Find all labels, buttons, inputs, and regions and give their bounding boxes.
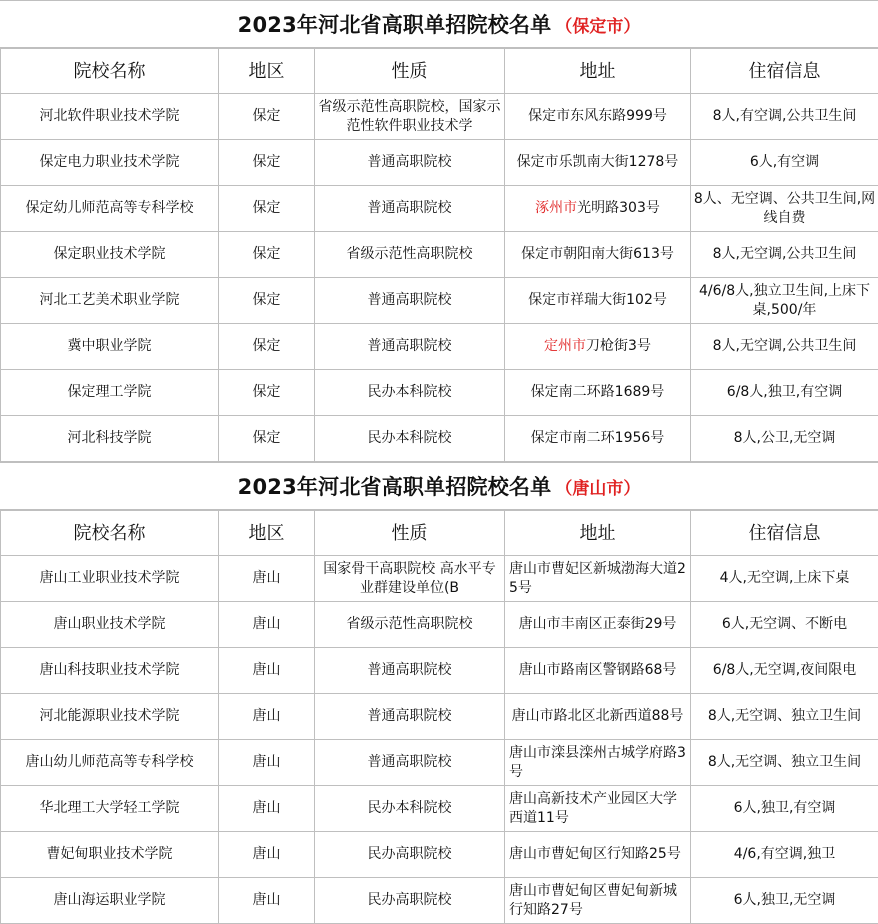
address-cell [505, 832, 691, 878]
school-name-cell: 保定职业技术学院 [1, 232, 219, 278]
school-name-cell: 唐山幼儿师范高等专科学校 [1, 740, 219, 786]
nature-cell: 民办本科院校 [315, 786, 505, 832]
school-name-cell: 保定幼儿师范高等专科学校 [1, 186, 219, 232]
address-text: 保定市乐凯南大街1278号 [517, 154, 679, 170]
address-cell [505, 324, 691, 370]
school-name-cell: 河北能源职业技术学院 [1, 694, 219, 740]
address-text: 刀枪街3号 [586, 338, 651, 354]
region-cell: 保定 [219, 278, 315, 324]
nature-cell: 省级示范性高职院校，国家示范性软件职业技术学 [315, 94, 505, 140]
nature-cell: 省级示范性高职院校 [315, 602, 505, 648]
table-row [1, 140, 878, 186]
school-name-cell: 曹妃甸职业技术学院 [1, 832, 219, 878]
address-cell [505, 186, 691, 232]
address-cell [505, 94, 691, 140]
table-row [1, 416, 878, 462]
table-header-row [1, 49, 878, 94]
nature-cell: 民办高职院校 [315, 878, 505, 924]
nature-cell: 民办本科院校 [315, 370, 505, 416]
school-name-cell: 唐山海运职业学院 [1, 878, 219, 924]
nature-cell: 民办高职院校 [315, 832, 505, 878]
address-cell [505, 648, 691, 694]
nature-cell: 普通高职院校 [315, 694, 505, 740]
section-title-0 [0, 0, 878, 48]
school-name-cell: 唐山职业技术学院 [1, 602, 219, 648]
address-text: 唐山市滦县滦州古城学府路3号 [509, 745, 686, 780]
address-cell [505, 556, 691, 602]
table-row [1, 832, 878, 878]
address-city-highlight: 定州市 [544, 338, 586, 354]
address-cell [505, 694, 691, 740]
address-text: 保定南二环路1689号 [531, 384, 665, 400]
region-cell: 保定 [219, 370, 315, 416]
lodging-cell: 8人,有空调,公共卫生间 [691, 94, 878, 140]
nature-cell: 普通高职院校 [315, 324, 505, 370]
section-title-1 [0, 462, 878, 510]
address-text: 光明路303号 [577, 200, 660, 216]
address-cell [505, 786, 691, 832]
table-row [1, 694, 878, 740]
lodging-cell: 6/8人,独卫,有空调 [691, 370, 878, 416]
address-cell [505, 602, 691, 648]
region-cell: 唐山 [219, 694, 315, 740]
section-city-label: （保定市） [555, 12, 640, 37]
region-cell: 保定 [219, 140, 315, 186]
address-text: 唐山市路南区警钢路68号 [519, 662, 677, 678]
column-header: 地址 [505, 511, 691, 556]
region-cell: 唐山 [219, 556, 315, 602]
region-cell: 唐山 [219, 878, 315, 924]
region-cell: 保定 [219, 416, 315, 462]
address-text: 保定市东风东路999号 [528, 108, 667, 124]
column-header: 院校名称 [1, 49, 219, 94]
school-name-cell: 冀中职业学院 [1, 324, 219, 370]
table-row [1, 648, 878, 694]
lodging-cell: 6人,无空调、不断电 [691, 602, 878, 648]
school-name-cell: 唐山科技职业技术学院 [1, 648, 219, 694]
table-row [1, 556, 878, 602]
table-row [1, 232, 878, 278]
school-name-cell: 华北理工大学轻工学院 [1, 786, 219, 832]
lodging-cell: 8人、无空调、公共卫生间,网线自费 [691, 186, 878, 232]
address-cell [505, 416, 691, 462]
table-row [1, 786, 878, 832]
address-cell [505, 370, 691, 416]
lodging-cell: 8人,无空调,公共卫生间 [691, 232, 878, 278]
column-header: 地区 [219, 511, 315, 556]
column-header: 性质 [315, 511, 505, 556]
region-cell: 保定 [219, 94, 315, 140]
lodging-cell: 8人,公卫,无空调 [691, 416, 878, 462]
column-header: 地区 [219, 49, 315, 94]
address-text: 唐山高新技术产业园区大学西道11号 [509, 791, 677, 826]
column-header: 性质 [315, 49, 505, 94]
address-text: 唐山市路北区北新西道88号 [512, 708, 684, 724]
school-name-cell: 河北软件职业技术学院 [1, 94, 219, 140]
region-cell: 保定 [219, 186, 315, 232]
lodging-cell: 8人,无空调,公共卫生间 [691, 324, 878, 370]
school-name-cell: 河北科技学院 [1, 416, 219, 462]
table-row [1, 278, 878, 324]
region-cell: 唐山 [219, 832, 315, 878]
address-text: 保定市祥瑞大街102号 [528, 292, 667, 308]
table-row [1, 186, 878, 232]
column-header: 院校名称 [1, 511, 219, 556]
table-row [1, 94, 878, 140]
table-row [1, 740, 878, 786]
lodging-cell: 6人,独卫,无空调 [691, 878, 878, 924]
address-cell [505, 140, 691, 186]
lodging-cell: 8人,无空调、独立卫生间 [691, 694, 878, 740]
table-row [1, 370, 878, 416]
address-cell [505, 878, 691, 924]
address-cell [505, 232, 691, 278]
nature-cell: 普通高职院校 [315, 186, 505, 232]
column-header: 地址 [505, 49, 691, 94]
region-cell: 唐山 [219, 786, 315, 832]
nature-cell: 省级示范性高职院校 [315, 232, 505, 278]
section-city-label: （唐山市） [555, 474, 640, 499]
nature-cell: 普通高职院校 [315, 740, 505, 786]
section-title-text: 2023年河北省高职单招院校名单 [238, 9, 552, 39]
nature-cell: 民办本科院校 [315, 416, 505, 462]
table-row [1, 602, 878, 648]
column-header: 住宿信息 [691, 49, 878, 94]
address-text: 唐山市曹妃甸区行知路25号 [509, 846, 681, 862]
address-cell [505, 740, 691, 786]
lodging-cell: 6人,独卫,有空调 [691, 786, 878, 832]
lodging-cell: 4/6,有空调,独卫 [691, 832, 878, 878]
nature-cell: 普通高职院校 [315, 648, 505, 694]
lodging-cell: 4人,无空调,上床下桌 [691, 556, 878, 602]
lodging-cell: 8人,无空调、独立卫生间 [691, 740, 878, 786]
address-text: 唐山市曹妃甸区曹妃甸新城行知路27号 [509, 883, 677, 918]
school-name-cell: 河北工艺美术职业学院 [1, 278, 219, 324]
nature-cell: 普通高职院校 [315, 140, 505, 186]
address-text: 保定市朝阳南大街613号 [521, 246, 674, 262]
school-name-cell: 保定电力职业技术学院 [1, 140, 219, 186]
address-text: 唐山市丰南区正泰街29号 [519, 616, 677, 632]
region-cell: 保定 [219, 324, 315, 370]
school-table-0 [0, 48, 878, 462]
lodging-cell: 4/6/8人,独立卫生间,上床下桌,500/年 [691, 278, 878, 324]
section-title-text: 2023年河北省高职单招院校名单 [238, 471, 552, 501]
table-row [1, 878, 878, 924]
address-text: 唐山市曹妃区新城渤海大道25号 [509, 561, 686, 596]
region-cell: 保定 [219, 232, 315, 278]
column-header: 住宿信息 [691, 511, 878, 556]
address-city-highlight: 涿州市 [535, 200, 577, 216]
address-text: 保定市南二环1956号 [531, 430, 665, 446]
school-name-cell: 唐山工业职业技术学院 [1, 556, 219, 602]
nature-cell: 国家骨干高职院校 高水平专业群建设单位(B [315, 556, 505, 602]
lodging-cell: 6人,有空调 [691, 140, 878, 186]
table-row [1, 324, 878, 370]
address-cell [505, 278, 691, 324]
region-cell: 唐山 [219, 740, 315, 786]
lodging-cell: 6/8人,无空调,夜间限电 [691, 648, 878, 694]
region-cell: 唐山 [219, 648, 315, 694]
nature-cell: 普通高职院校 [315, 278, 505, 324]
school-name-cell: 保定理工学院 [1, 370, 219, 416]
school-table-1 [0, 510, 878, 924]
table-header-row [1, 511, 878, 556]
region-cell: 唐山 [219, 602, 315, 648]
